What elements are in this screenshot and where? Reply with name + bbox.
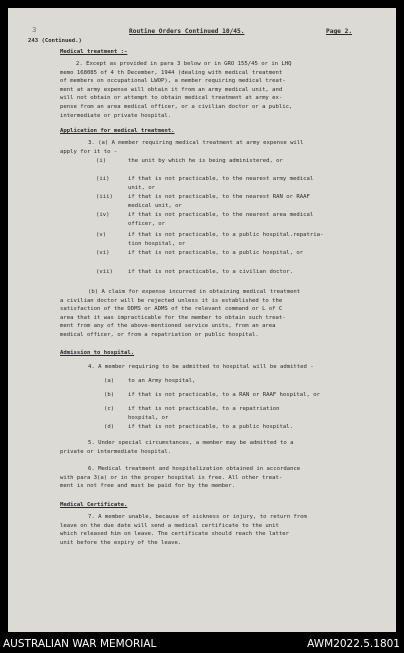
footer-accession-number: AWM2022.5.1801	[307, 638, 400, 650]
document-title: Routine Orders Continued 10/45.	[129, 28, 245, 35]
text-line: the unit by which he is being administered, or	[128, 158, 283, 164]
text-line: leave on the due date will send a medical certificate to the unit	[60, 522, 279, 529]
text-line: if that is not practicable, to the nearest area medical	[128, 212, 314, 218]
text-line: medical unit, or	[128, 202, 182, 209]
text-line: if that is not practicable, to the nearest army medical	[128, 176, 314, 182]
text-line: if that is not practicable, to a civilian doctor.	[128, 269, 294, 275]
text-line: 2. Except as provided in para 3 below or in GRO 155/45 or in LHQ	[76, 61, 292, 67]
heading-admission: Admission to hospital.	[60, 350, 135, 356]
footer-institution: AUSTRALIAN WAR MEMORIAL	[3, 638, 157, 650]
text-line: pense from an area medical officer, or a civilian doctor or a public,	[60, 104, 293, 110]
text-line: satisfaction of the DDMS or ADMS of the relevant command or L of C	[60, 306, 283, 313]
text-line: of members on occupational LWOP), a member requiring medical treat-	[60, 78, 286, 85]
list-item-number: (ii)	[96, 176, 110, 182]
footer-bar	[0, 633, 404, 653]
text-line: ment is not free and must be paid for by the member.	[60, 483, 236, 490]
list-item-number: (b)	[104, 392, 115, 398]
heading-application: Application for medical treatment.	[60, 128, 175, 134]
text-line: a civilian doctor will be rejected unless it is established to the	[60, 297, 283, 304]
text-line: if that is not practicable, to a public hospital.repatria-	[128, 232, 324, 238]
text-line: memo 168085 of 4 th December, 1944 (dealing with medical treatment	[60, 69, 283, 76]
section-ref: 243 (Continued.)	[28, 38, 82, 44]
text-line: medical officer, or from a repatriation or public hospital.	[60, 332, 259, 338]
text-line: to an Army hospital,	[128, 378, 196, 384]
text-line: will not obtain or attempt to obtain medical treatment at army ex-	[60, 95, 283, 102]
text-line: 5. Under special circumstances, a member may be admitted to a	[88, 440, 294, 446]
text-line: if that is not practicable, to a public hospital, or	[128, 250, 304, 256]
text-line: if that is not practicable, to the nearest RAN or RAAF	[128, 194, 310, 200]
text-line: area that it was impracticable for the member to obtain such treat-	[60, 314, 286, 321]
text-line: (b) A claim for expense incurred in obtaining medical treatment	[88, 289, 301, 295]
text-line: intermediate or private hospital.	[60, 112, 172, 119]
para-4-intro: 4. A member requiring to be admitted to hospital will be admitted -	[88, 364, 314, 370]
text-line: if that is not practicable, to a repatriation	[128, 406, 280, 412]
list-item-number: (a)	[104, 378, 115, 384]
list-item-number: (vi)	[96, 250, 110, 256]
page-number: Page 2.	[326, 28, 353, 35]
text-line: which released him on leave. The certificate should reach the latter	[60, 531, 290, 538]
text-line: apply for it to -	[60, 148, 118, 155]
list-item-number: (v)	[96, 232, 107, 238]
text-line: hospital, or	[128, 414, 169, 421]
text-line: tion hospital, or	[128, 240, 186, 247]
text-line: 3. (a) A member requiring medical treatment at army expense will	[88, 140, 304, 146]
text-line: private or intermediate hospital.	[60, 448, 172, 455]
list-item-number: (iv)	[96, 212, 110, 218]
heading-certificates: Medical Certificate.	[60, 502, 128, 508]
list-item-number: (iii)	[96, 194, 113, 200]
list-item-number: (c)	[104, 406, 115, 412]
heading-medical-treatment: Medical treatment :-	[60, 49, 128, 55]
list-item-number: (i)	[96, 158, 107, 164]
text-line: unit before the expiry of the leave.	[60, 539, 182, 546]
text-line: officer, or	[128, 220, 166, 227]
text-line: ment from any of the above-mentioned service units, from an area	[60, 323, 276, 330]
list-item-number: (d)	[104, 424, 115, 430]
text-line: if that is not practicable, to a public hospital.	[128, 424, 294, 430]
text-line: 6. Medical treatment and hospitalization obtained in accordance	[88, 466, 301, 472]
text-line: ment at army expense will obtain it from an army medical unit, and	[60, 86, 283, 93]
text-line: 7. A member unable, because of sickness or injury, to return from	[88, 514, 307, 520]
text-line: if that is not practicable, to a RAN or RAAF hospital, or	[128, 392, 320, 398]
pencil-mark: 3	[32, 26, 37, 34]
list-item-number: (vii)	[96, 269, 113, 275]
document-page	[8, 8, 396, 632]
text-line: unit, or	[128, 184, 155, 191]
text-line: with para 3(a) or in the proper hospital is free. All other treat-	[60, 474, 283, 481]
